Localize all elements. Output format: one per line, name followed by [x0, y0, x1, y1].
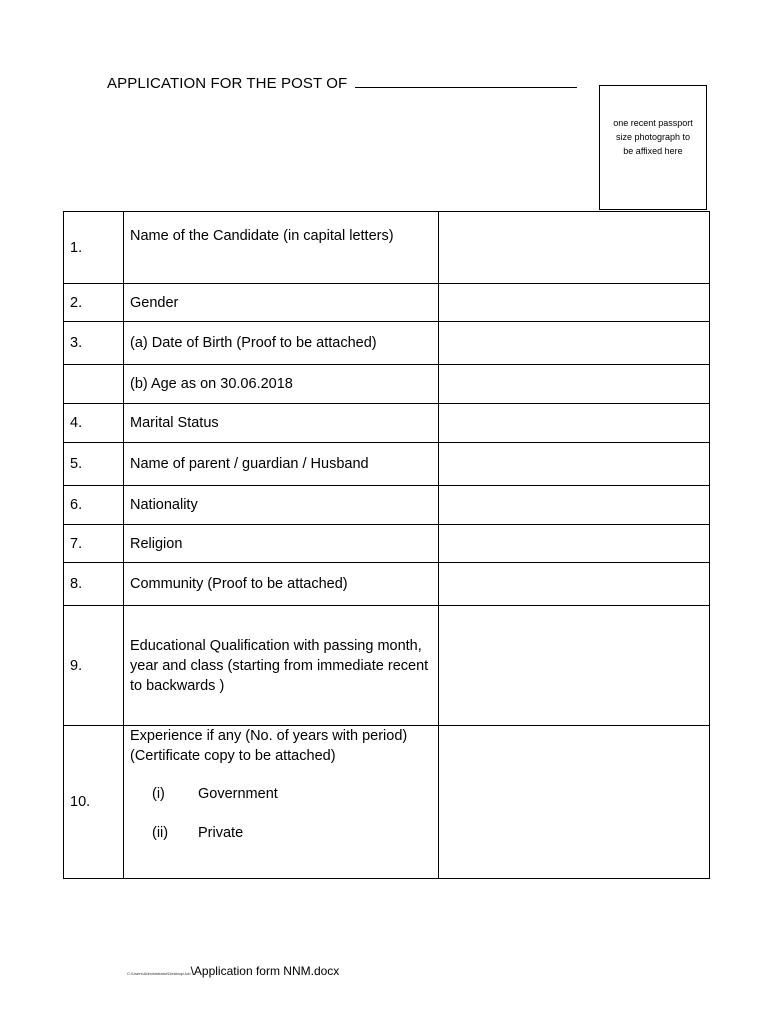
- row-number: 10.: [64, 726, 124, 879]
- row-label: Gender: [124, 284, 439, 322]
- document-footer: [127, 964, 339, 978]
- row-number: 9.: [64, 606, 124, 726]
- table-row: [64, 322, 710, 365]
- answer-cell[interactable]: [439, 443, 710, 486]
- answer-cell[interactable]: [439, 284, 710, 322]
- answer-cell[interactable]: [439, 486, 710, 525]
- row-number: [64, 365, 124, 404]
- answer-cell[interactable]: [439, 525, 710, 563]
- row-number: 2.: [64, 284, 124, 322]
- row-label: Marital Status: [124, 404, 439, 443]
- table-row: [64, 404, 710, 443]
- post-blank-line[interactable]: [355, 86, 577, 88]
- sub-item-private: [130, 823, 432, 843]
- photo-box-line-2: size photograph to: [615, 132, 691, 142]
- row-number: 5.: [64, 443, 124, 486]
- photo-placeholder-box: [599, 85, 707, 210]
- row-label: (b) Age as on 30.06.2018: [124, 365, 439, 404]
- row-number: 4.: [64, 404, 124, 443]
- table-row: [64, 563, 710, 606]
- row-number: 1.: [64, 212, 124, 284]
- footer-path: C:\Users\Administrator\Desktop\Job: [127, 971, 191, 976]
- row-label: Community (Proof to be attached): [124, 563, 439, 606]
- table-row: [64, 365, 710, 404]
- footer-filename: \Application form NNM.docx: [190, 964, 340, 978]
- form-title: [107, 75, 577, 92]
- experience-cell: [124, 726, 439, 879]
- row-label-sub: (Certificate copy to be attached): [130, 748, 336, 764]
- sub-item-text: Government: [198, 786, 278, 802]
- row-number: 6.: [64, 486, 124, 525]
- answer-cell[interactable]: [439, 212, 710, 284]
- table-row: [64, 443, 710, 486]
- answer-cell[interactable]: [439, 606, 710, 726]
- photo-box-line-3: be affixed here: [623, 146, 683, 156]
- answer-cell[interactable]: [439, 563, 710, 606]
- table-row: [64, 284, 710, 322]
- row-label: Name of the Candidate (in capital letters): [124, 212, 439, 284]
- application-form-table: [63, 211, 710, 879]
- row-number: 3.: [64, 322, 124, 365]
- table-row: [64, 606, 710, 726]
- photo-box-line-1: one recent passport: [613, 118, 693, 128]
- row-label: (a) Date of Birth (Proof to be attached): [124, 322, 439, 365]
- row-label: Experience if any (No. of years with period): [130, 728, 408, 744]
- sub-item-index: (ii): [152, 825, 169, 841]
- sub-item-government: [130, 784, 432, 804]
- sub-item-text: Private: [198, 825, 244, 841]
- sub-item-index: (i): [152, 786, 165, 802]
- table-row: [64, 212, 710, 284]
- row-number: 8.: [64, 563, 124, 606]
- table-row: [64, 726, 710, 879]
- table-row: [64, 486, 710, 525]
- row-label: Name of parent / guardian / Husband: [124, 443, 439, 486]
- row-label: Nationality: [124, 486, 439, 525]
- row-label: Educational Qualification with passing month, year and class (starting from immediate recent to backwards ): [124, 606, 439, 726]
- row-label: Religion: [124, 525, 439, 563]
- answer-cell[interactable]: [439, 365, 710, 404]
- table-row: [64, 525, 710, 563]
- answer-cell[interactable]: [439, 404, 710, 443]
- answer-cell[interactable]: [439, 726, 710, 879]
- answer-cell[interactable]: [439, 322, 710, 365]
- row-number: 7.: [64, 525, 124, 563]
- form-title-text: APPLICATION FOR THE POST OF: [107, 75, 348, 92]
